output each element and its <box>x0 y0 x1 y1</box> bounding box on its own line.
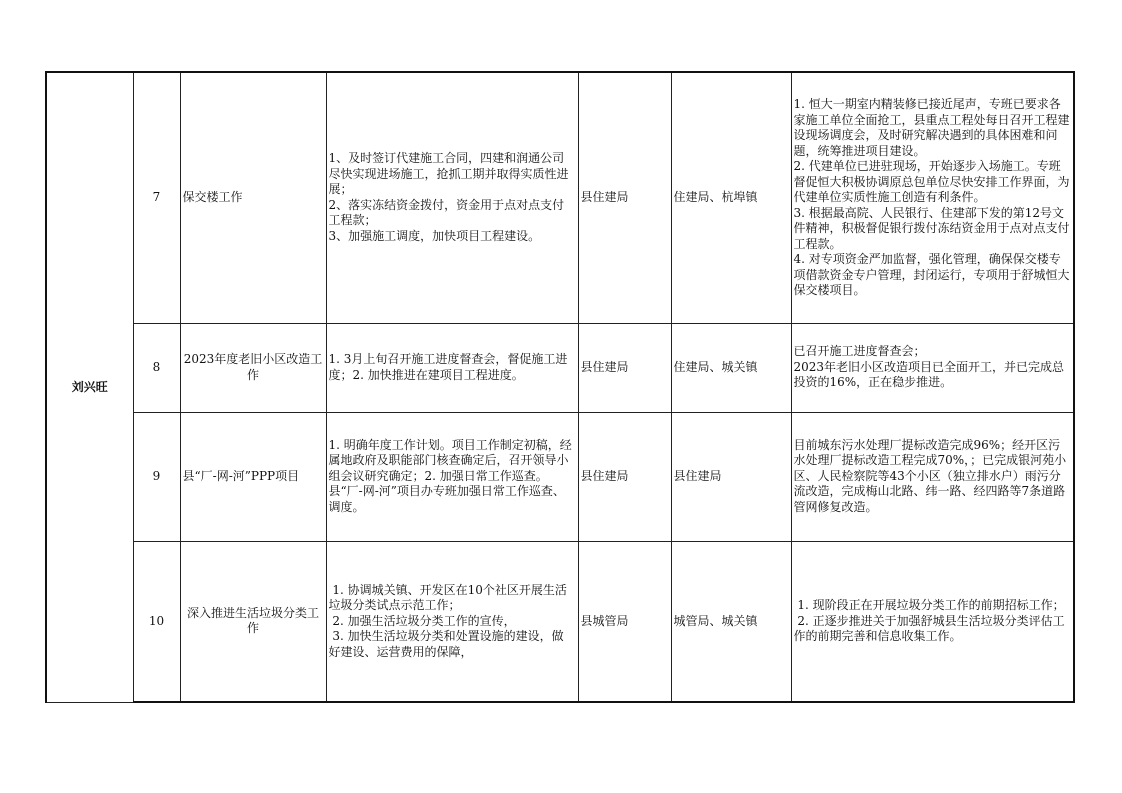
lead-unit: 县住建局 <box>578 72 671 323</box>
progress-line: 3. 根据最高院、人民银行、住建部下发的第12号文件精神，积极督促银行拨付冻结资金用于点对点支付工程款。 <box>793 205 1070 251</box>
progress-line: 2. 正逐步推进关于加强舒城县生活垃圾分类评估工作的前期完善和信息收集工作。 <box>793 613 1065 643</box>
progress-line: 2. 代建单位已进驻现场，开始逐步入场施工。专班督促恒大积极协调原总包单位尽快安排工作界面，为代建单位实质性施工创造有利条件。 <box>793 159 1070 204</box>
progress-line: 已召开施工进度督查会； <box>793 344 926 359</box>
measure-line: 3、加强施工调度，加快项目工程建设。 <box>328 228 541 243</box>
row-number: 7 <box>133 72 180 323</box>
row-number: 8 <box>133 323 180 412</box>
measure-line: 3. 加快生活垃圾分类和处置设施的建设，做好建设、运营费用的保障， <box>328 629 564 659</box>
responsible-unit: 城管局、城关镇 <box>671 541 791 702</box>
task-measures <box>326 412 578 541</box>
progress-line: 1. 现阶段正在开展垃圾分类工作的前期招标工作； <box>793 598 1065 612</box>
task-name: 县“厂-网-河”PPP项目 <box>180 412 326 541</box>
table-row <box>46 72 1074 323</box>
responsible-unit: 住建局、杭埠镇 <box>671 72 791 323</box>
task-measures <box>326 541 578 702</box>
measure-line: 1. 协调城关镇、开发区在10个社区开展生活垃圾分类试点示范工作； <box>328 582 567 612</box>
responsible-unit: 住建局、城关镇 <box>671 323 791 412</box>
table-row <box>46 323 1074 412</box>
progress-line: 1. 恒大一期室内精装修已接近尾声，专班已要求各家施工单位全面抢工，县重点工程处每日召开工程建设现场调度会，及时研究解决遇到的具体困难和问题，统筹推进项目建设。 <box>793 97 1070 158</box>
progress-line: 2023年老旧小区改造项目已全面开工，并已完成总投资的16%，正在稳步推进。 <box>793 359 1065 390</box>
task-name: 2023年度老旧小区改造工作 <box>180 323 326 412</box>
lead-unit: 县住建局 <box>578 323 671 412</box>
progress-line: 4. 对专项资金严加监督，强化管理，确保保交楼专项借款资金专户管理，封闭运行，专项用于舒城恒大保交楼项目。 <box>793 252 1070 297</box>
responsible-unit: 县住建局 <box>671 412 791 541</box>
task-progress <box>791 412 1074 541</box>
task-name: 深入推进生活垃圾分类工作 <box>180 541 326 702</box>
table-row <box>46 541 1074 702</box>
task-name: 保交楼工作 <box>180 72 326 323</box>
lead-unit: 县城管局 <box>578 541 671 702</box>
task-measures <box>326 323 578 412</box>
task-measures <box>326 72 578 323</box>
owner-name: 刘兴旺 <box>46 72 133 702</box>
task-table <box>45 71 1075 703</box>
lead-unit: 县住建局 <box>578 412 671 541</box>
row-number: 9 <box>133 412 180 541</box>
measure-line: 2、落实冻结资金拨付，资金用于点对点支付工程款； <box>328 197 565 228</box>
measure-line: 2. 加强生活垃圾分类工作的宣传， <box>328 613 516 628</box>
task-progress <box>791 541 1074 702</box>
row-number: 10 <box>133 541 180 702</box>
task-progress <box>791 323 1074 412</box>
measure-line: 1. 3月上旬召开施工进度督查会，督促施工进度；2. 加快推进在建项目工程进度。 <box>328 352 568 382</box>
table-row <box>46 412 1074 541</box>
task-progress <box>791 72 1074 323</box>
measure-line: 1. 明确年度工作计划。项目工作制定初稿，经属地政府及职能部门核查确定后，召开领导小组会议研究确定；2. 加强日常工作巡查。县“厂-网-河”项目办专班加强日常工作巡查、调度。 <box>328 437 572 514</box>
progress-line: 目前城东污水处理厂提标改造完成96%；经开区污水处理厂提标改造工程完成70%，；已完成银河苑小区、人民检察院等43个小区（独立排水户）雨污分流改造，完成梅山北路、纬一路、经四路等7条道路管网修复改造。 <box>793 437 1067 514</box>
measure-line: 1、及时签订代建施工合同，四建和润通公司尽快实现进场施工，抢抓工期并取得实质性进展； <box>328 151 569 197</box>
